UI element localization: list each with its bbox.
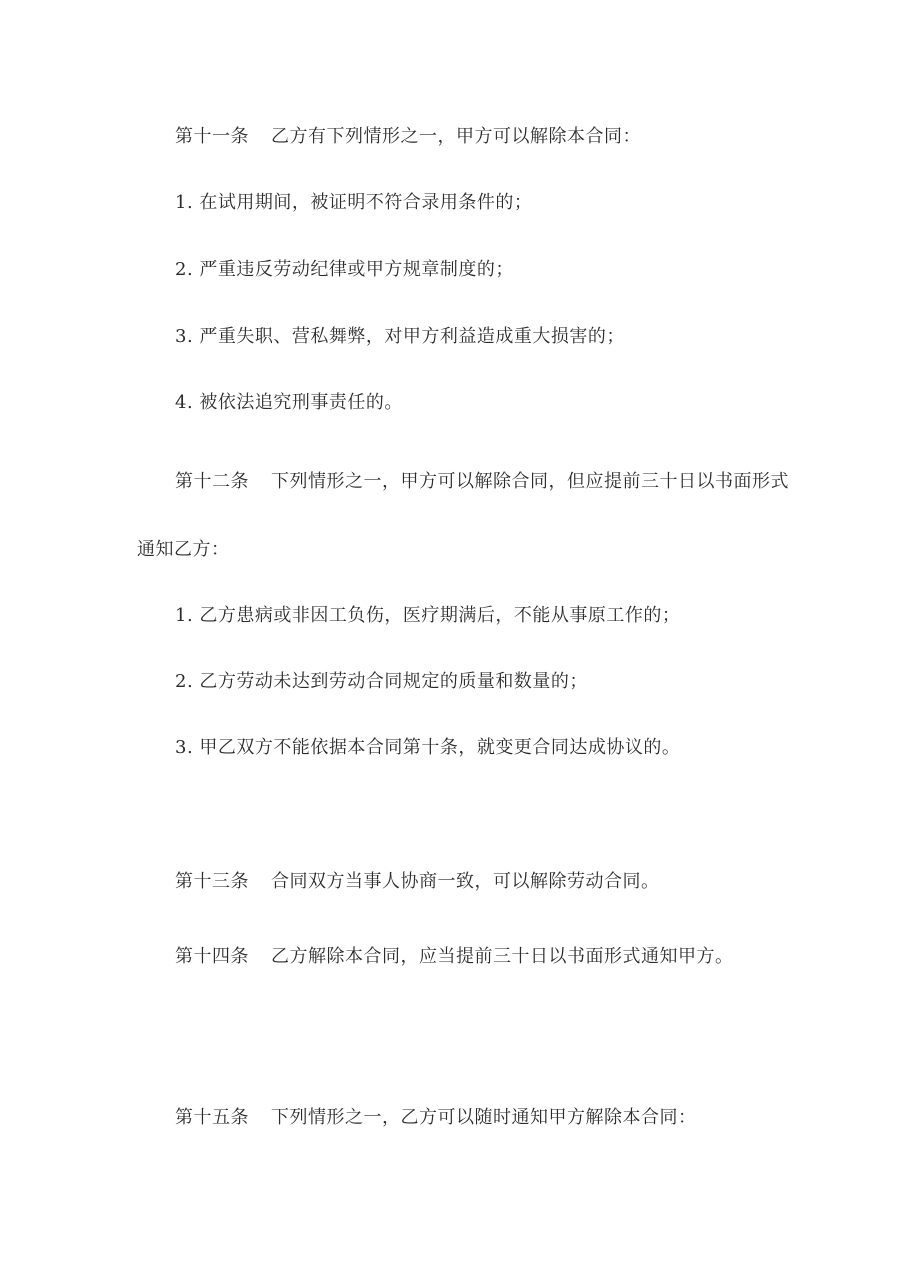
article-11-item-3: 3. 严重失职、营私舞弊，对甲方利益造成重大损害的； [175, 326, 625, 347]
article-15-text: 下列情形之一，乙方可以随时通知甲方解除本合同： [271, 1107, 697, 1128]
article-12-item-3: 3. 甲乙双方不能依据本合同第十条，就变更合同达成协议的。 [175, 737, 681, 758]
article-12-item-2: 2. 乙方劳动未达到劳动合同规定的质量和数量的； [175, 671, 588, 692]
article-15-heading: 第十五条 [175, 1107, 249, 1128]
article-11-item-4: 4. 被依法追究刑事责任的。 [175, 392, 403, 413]
article-11-heading: 第十一条 [175, 126, 249, 147]
article-11-line [175, 125, 641, 149]
article-14-line [175, 945, 734, 969]
article-11-item-1: 1. 在试用期间，被证明不符合录用条件的； [175, 192, 533, 213]
article-13-heading: 第十三条 [175, 871, 249, 892]
article-13-text: 合同双方当事人协商一致，可以解除劳动合同。 [271, 871, 660, 892]
article-12-line-1 [175, 470, 789, 494]
article-14-text: 乙方解除本合同，应当提前三十日以书面形式通知甲方。 [271, 946, 734, 967]
article-13-line [175, 870, 660, 894]
article-12-text-line-2: 通知乙方： [137, 539, 230, 560]
article-12-text-line-1: 下列情形之一，甲方可以解除合同，但应提前三十日以书面形式 [271, 471, 789, 492]
article-15-line [175, 1106, 697, 1130]
article-11-item-2: 2. 严重违反劳动纪律或甲方规章制度的； [175, 259, 514, 280]
article-12-item-1: 1. 乙方患病或非因工负伤，医疗期满后，不能从事原工作的； [175, 605, 681, 626]
article-11-text: 乙方有下列情形之一，甲方可以解除本合同： [271, 126, 641, 147]
article-14-heading: 第十四条 [175, 946, 249, 967]
article-12-heading: 第十二条 [175, 471, 249, 492]
